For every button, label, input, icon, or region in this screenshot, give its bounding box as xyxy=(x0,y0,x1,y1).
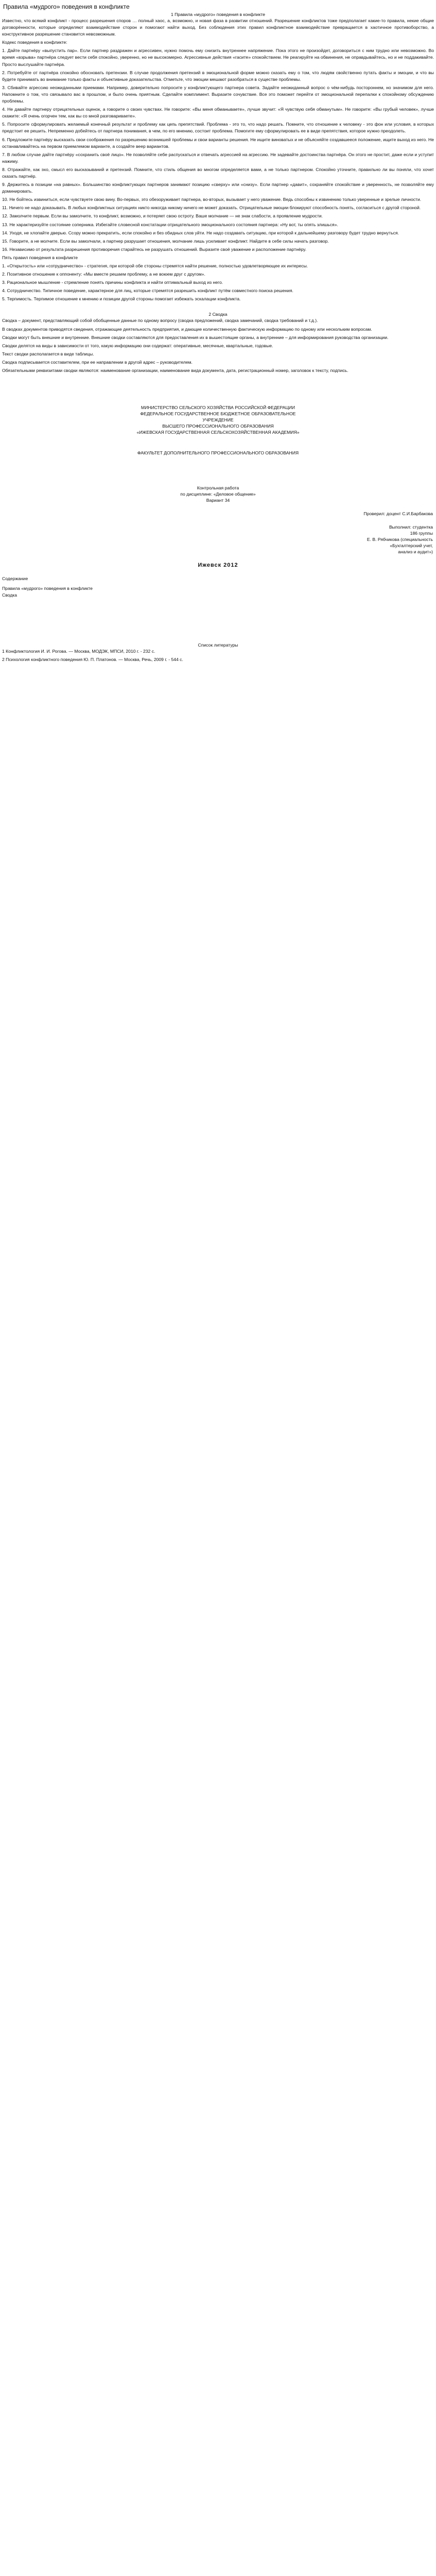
student-name: Е. В. Рябчикова (специальность xyxy=(367,537,433,543)
institution-line-3: ВЫСШЕГО ПРОФЕССИОНАЛЬНОГО ОБРАЗОВАНИЯ xyxy=(162,423,274,429)
city-year: Ижевск 2012 xyxy=(198,562,238,569)
paragraph: 6. Предложите партнёру высказать свои соображения по разрешению возникшей проблемы и свои варианты решения. Не ищите виноватых и не объясняйте создавшееся положение, ищите выход из него. Не останавливайтесь на первом приемлемом варианте, а создайте веер вариантов. xyxy=(2,137,434,149)
document-page xyxy=(0,0,436,665)
institution-line-1: ФЕДЕРАЛЬНОЕ ГОСУДАРСТВЕННОЕ БЮДЖЕТНОЕ ОБРАЗОВАТЕЛЬНОЕ xyxy=(140,411,296,417)
paragraph: 1. «Открытость» или «сотрудничество» - стратегия, при которой обе стороны стремятся найти решение, полностью удовлетворяющее их интересы. xyxy=(2,263,308,268)
paragraph: 8. Отражайте, как эхо, смысл его высказываний и претензий. Помните, что стиль общения во многом определяется вами, а не только партнером. Спокойно уточните, правильно ли вы поняли, что хочет сказать партнёр. xyxy=(2,166,434,179)
toc-item: Сводка xyxy=(2,592,18,598)
paragraph: Пять правил поведения в конфликте xyxy=(2,255,78,260)
section-1-body xyxy=(0,18,436,302)
paragraph: Кодекс поведения в конфликте: xyxy=(2,40,67,45)
paragraph: 2. Позитивное отношение к оппоненту: «Мы вместе решаем проблему, а не воюем друг с другом». xyxy=(2,272,205,277)
paragraph: Известно, что всякий конфликт - процесс разрешения споров … полный хаос, а, возможно, и новая фаза в развитии отношений. Разрешение конфликтов тоже предполагает какие-то правила, некие общие договорённости, которые определяют взаимодействие сторон и помогают найти выход. Без соблюдения этих правил конфликтное взаимодействие превращается в хаотичное противоборство, а конструктивное разрешение становится невозможным. xyxy=(2,18,434,37)
document-title: Правила «мудрого» поведения в конфликте xyxy=(3,3,130,10)
references-title: Список литературы xyxy=(198,642,238,648)
variant-line: Вариант 34 xyxy=(206,498,230,503)
paragraph: 5. Терпимость. Терпимое отношение к мнению и позиции другой стороны помогает избежать эскалации конфликта. xyxy=(2,296,241,302)
paragraph: В сводках документов приводятся сведения, отражающие деятельность предприятия, и дающие количественную фактическую информацию по одному или нескольким вопросам. xyxy=(2,326,372,332)
specialty-line-2: анализ и аудит») xyxy=(398,549,433,555)
paragraph: 11. Ничего не надо доказывать. В любых конфликтных ситуациях никто никогда никому ничего не может доказать. Отрицательные эмоции блокируют способность понять, согласиться с другой стороной. xyxy=(2,205,421,211)
done-by: Выполнил: студентка xyxy=(389,524,433,530)
checked-by: Проверил: доцент С.И.Барбакова xyxy=(363,511,433,517)
reference-item: 2 Психология конфликтного поведения Ю. П. Платонов. — Москва, Речь, 2009 г. - 544 с. xyxy=(2,657,183,663)
paragraph: Обязательными реквизитами сводки являются: наименование организации, наименование вида документа, дата, регистрационный номер, заголовок к тексту, подпись. xyxy=(2,368,348,374)
toc-item: Правила «мудрого» поведения в конфликте xyxy=(2,586,93,591)
academy-name: «ИЖЕВСКАЯ ГОСУДАРСТВЕННАЯ СЕЛЬСКОХОЗЯЙСТВЕННАЯ АКАДЕМИЯ» xyxy=(136,430,300,435)
paragraph: 5. Попросите сформулировать желаемый конечный результат и проблему как цепь препятствий. Проблема - это то, что надо решать. Помните, что отношение к человеку - это фон или условия, в которых предстоит ее решить. Непременно добейтесь от партнера понимания, в чем, по его мнению, состоит проблема. Помогите ему сформулировать ее в виде препятствия, которое нужно преодолеть. xyxy=(2,122,434,134)
references xyxy=(0,642,436,663)
group-line: 186 группы xyxy=(410,531,433,536)
paragraph: Текст сводки располагается в виде таблицы. xyxy=(2,351,94,357)
work-type: Контрольная работа xyxy=(197,485,239,491)
paragraph: Сводки могут быть внешние и внутренние. Внешние сводки составляются для предоставления их в вышестоящие органы, а внутренние – для информирования руководства организации. xyxy=(2,334,389,340)
paragraph: 10. Не бойтесь извиниться, если чувствуете свою вину. Во-первых, это обезоруживает партнера, во-вторых, вызывает у него уважение. Ведь способны к извинению только уверенные и зрелые личности. xyxy=(2,197,422,202)
specialty-line-1: «Бухгалтерский учет, xyxy=(390,543,433,549)
cover-page xyxy=(0,404,436,568)
paragraph: Сводки делятся на виды в зависимости от того, какую информацию они содержат: оперативные, месячные, квартальные, годовые. xyxy=(2,343,273,348)
paragraph: Сводка – документ, представляющий собой обобщенные данные по одному вопросу (сводка предложений, сводка замечаний, сводка требований и т.д.). xyxy=(2,318,318,324)
institution-line-2: УЧРЕЖДЕНИЕ xyxy=(202,417,234,423)
paragraph: 13. Не характеризуйте состояние соперника. Избегайте словесной констатации отрицательного эмоционального состояния партнера: «Ну вот, ты опять злишься». xyxy=(2,222,338,227)
toc-title: Содержание xyxy=(2,576,28,582)
paragraph: 9. Держитесь в позиции «на равных». Большинство конфликтующих партнеров занимают позицию «сверху» или «снизу». Если партнер «давит», сохраняйте спокойствие и уверенность, не позволяйте ему доминировать. xyxy=(2,182,434,194)
paragraph: 15. Говорите, а не молчите. Если вы замолчали, а партнер разрушает отношения, молчание лишь усиливает конфликт. Найдите в себе силы начать разговор. xyxy=(2,238,329,244)
paragraph: 1. Дайте партнёру «выпустить пар». Если партнер раздражен и агрессивен, нужно помочь ему снизить внутреннее напряжение. Пока этого не произойдет, договориться с ним трудно или невозможно. Во время «взрыва» партнёра следует вести себя спокойно, уверенно, но не высокомерно. Агрессивные действия «гасите» спокойствием. Не реагируйте на обвинения, не оправдывайтесь, но и не поддакивайте. Просто выслушайте партнёра. xyxy=(2,48,434,67)
paragraph: 14. Уходя, не хлопайте дверью. Ссору можно прекратить, если спокойно и без обидных слов уйти. Не надо создавать ситуацию, при которой к дальнейшему разговору будет трудно вернуться. xyxy=(2,230,399,235)
ministry-line: МИНИСТЕРСТВО СЕЛЬСКОГО ХОЗЯЙСТВА РОССИЙСКОЙ ФЕДЕРАЦИИ xyxy=(141,405,295,411)
discipline-line: по дисциплине: «Деловое общение» xyxy=(180,492,256,497)
section-2-heading: 2 Сводка xyxy=(208,312,228,317)
paragraph: 4. Сотрудничество. Типичное поведение, характерное для лиц, которые стремятся разрешить конфликт путём совместного поиска решения. xyxy=(2,288,293,294)
paragraph: 12. Замолчите первым. Если вы замолчите, то конфликт, возможно, и потеряет свою остроту. Ваше молчание — не знак слабости, а проявление мудрости. xyxy=(2,213,323,219)
paragraph: 4. Не давайте партнеру отрицательных оценок, а говорите о своих чувствах. Не говорите: «Вы меня обманываете», лучше звучит: «Я чувствую себя обманутым». Не говорите: «Вы грубый человек», лучше скажите: «Я очень огорчен тем, как вы со мной разговариваете». xyxy=(2,107,434,119)
paragraph: Сводка подписывается составителем, при ее направлении в другой адрес – руководителем. xyxy=(2,359,193,365)
paragraph: 7. В любом случае дайте партнёру «сохранить своё лицо». Не позволяйте себе распускаться и отвечать агрессией на агрессию. Не задевайте достоинства партнёра. Он этого не простит, даже если и уступит нажиму. xyxy=(2,151,434,164)
paragraph: 3. Сбивайте агрессию неожиданными приемами. Например, доверительно попросите у конфликтующего партнера совета. Задайте неожиданный вопрос о чём-нибудь постороннем, но значимом для него. Напомните о том, что связывало вас в прошлом, и было очень приятным. Сделайте комплимент. Выразите сочувствие. Все это поможет перейти от эмоциональной перепалки к спокойному обсуждению проблемы. xyxy=(2,84,434,104)
table-of-contents xyxy=(0,575,436,599)
paragraph: 3. Рациональное мышление - стремление понять причины конфликта и найти оптимальный выход из него. xyxy=(2,280,223,285)
section-1-heading: 1 Правила «мудрого» поведения в конфликте xyxy=(170,12,266,17)
paragraph: 16. Независимо от результата разрешения противоречия старайтесь не разрушать отношений. Выразите своё уважение и расположение партнёру. xyxy=(2,246,307,252)
reference-item: 1 Конфликтология И. И. Рогова. — Москва, МОДЭК, МПСИ, 2010 г. - 232 с. xyxy=(2,649,155,654)
section-2-body xyxy=(0,317,436,374)
faculty-name: ФАКУЛЬТЕТ ДОПОЛНИТЕЛЬНОГО ПРОФЕССИОНАЛЬНОГО ОБРАЗОВАНИЯ xyxy=(137,450,299,456)
paragraph: 2. Потребуйте от партнёра спокойно обосновать претензии. В случае продолжения претензий в эмоциональной форме можно сказать ему о том, что людям свойственно путать факты и эмоции, и что вы будете принимать во внимание только факты и объективные доказательства. Отметьте, что эмоции мешают разобраться в существе проблемы. xyxy=(2,70,434,82)
